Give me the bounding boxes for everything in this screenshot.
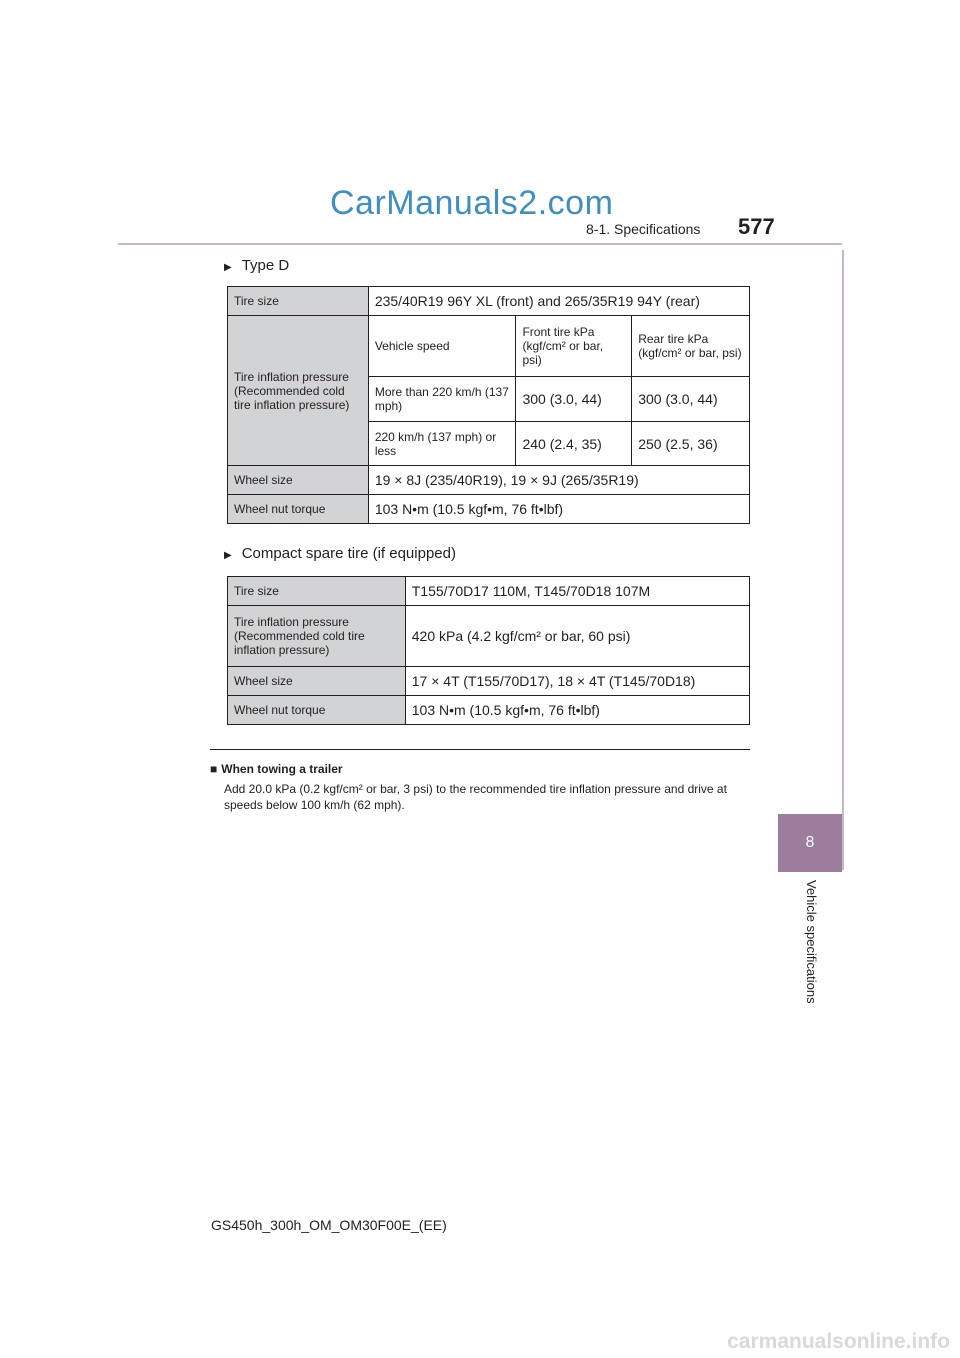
table-row bbox=[228, 667, 750, 696]
torque-label: Wheel nut torque bbox=[228, 495, 369, 524]
speed-cell: More than 220 km/h (137 mph) bbox=[368, 377, 516, 422]
type-d-heading bbox=[224, 257, 289, 274]
page-number: 577 bbox=[738, 214, 775, 239]
type-d-table bbox=[227, 286, 750, 524]
spare-tire-size-value: T155/70D17 110M, T145/70D18 107M bbox=[405, 577, 749, 606]
spare-heading bbox=[224, 545, 456, 562]
watermark-logo-bottom: carmanualsonline.info bbox=[727, 1330, 950, 1353]
spare-torque-label: Wheel nut torque bbox=[228, 696, 406, 725]
table-row bbox=[228, 287, 750, 316]
document-code: GS450h_300h_OM_OM30F00E_(EE) bbox=[211, 1217, 447, 1233]
table-row bbox=[228, 466, 750, 495]
wheel-size-label: Wheel size bbox=[228, 466, 369, 495]
side-divider bbox=[842, 250, 844, 870]
speed-cell: 220 km/h (137 mph) or less bbox=[368, 422, 516, 466]
front-pressure-cell: 300 (3.0, 44) bbox=[516, 377, 632, 422]
spare-pressure-value: 420 kPa (4.2 kgf/cm² or bar, 60 psi) bbox=[405, 606, 749, 667]
spare-tire-size-label: Tire size bbox=[228, 577, 406, 606]
table-row bbox=[228, 495, 750, 524]
table-row bbox=[228, 316, 750, 377]
col-vehicle-speed: Vehicle speed bbox=[368, 316, 516, 377]
tire-size-label: Tire size bbox=[228, 287, 369, 316]
chapter-tab: 8 bbox=[778, 814, 842, 872]
table-row bbox=[228, 696, 750, 725]
note-title-text: When towing a trailer bbox=[221, 762, 343, 776]
col-front-tire: Front tire kPa (kgf/cm² or bar, psi) bbox=[516, 316, 632, 377]
spare-table bbox=[227, 576, 750, 725]
spare-wheel-size-label: Wheel size bbox=[228, 667, 406, 696]
note-body: Add 20.0 kPa (0.2 kgf/cm² or bar, 3 psi) to the recommended tire inflation pressure and drive at speeds below 100 km/h (62 mph). bbox=[224, 782, 727, 812]
rear-pressure-cell: 250 (2.5, 36) bbox=[632, 422, 750, 466]
tire-size-value: 235/40R19 96Y XL (front) and 265/35R19 94Y (rear) bbox=[368, 287, 749, 316]
front-pressure-cell: 240 (2.4, 35) bbox=[516, 422, 632, 466]
table-row bbox=[228, 606, 750, 667]
triangle-bullet-icon: ▶ bbox=[224, 550, 232, 561]
header-divider bbox=[118, 243, 842, 245]
spare-wheel-size-value: 17 × 4T (T155/70D17), 18 × 4T (T145/70D18) bbox=[405, 667, 749, 696]
watermark-logo-top: CarManuals2.com bbox=[330, 184, 614, 222]
section-title: 8-1. Specifications bbox=[586, 221, 701, 237]
triangle-bullet-icon: ▶ bbox=[224, 262, 232, 273]
pressure-label: Tire inflation pressure (Recommended cold tire inflation pressure) bbox=[228, 316, 369, 466]
type-d-heading-text: Type D bbox=[241, 257, 290, 274]
wheel-size-value: 19 × 8J (235/40R19), 19 × 9J (265/35R19) bbox=[368, 466, 749, 495]
spare-heading-text: Compact spare tire (if equipped) bbox=[241, 545, 456, 562]
rear-pressure-cell: 300 (3.0, 44) bbox=[632, 377, 750, 422]
note-divider bbox=[210, 749, 750, 750]
spare-pressure-label: Tire inflation pressure (Recommended cold tire inflation pressure) bbox=[228, 606, 406, 667]
note-title bbox=[210, 762, 343, 776]
table-row bbox=[228, 577, 750, 606]
col-rear-tire: Rear tire kPa (kgf/cm² or bar, psi) bbox=[632, 316, 750, 377]
square-bullet-icon: ■ bbox=[210, 762, 218, 776]
spare-torque-value: 103 N•m (10.5 kgf•m, 76 ft•lbf) bbox=[405, 696, 749, 725]
chapter-title: Vehicle specifications bbox=[804, 880, 819, 1004]
torque-value: 103 N•m (10.5 kgf•m, 76 ft•lbf) bbox=[368, 495, 749, 524]
